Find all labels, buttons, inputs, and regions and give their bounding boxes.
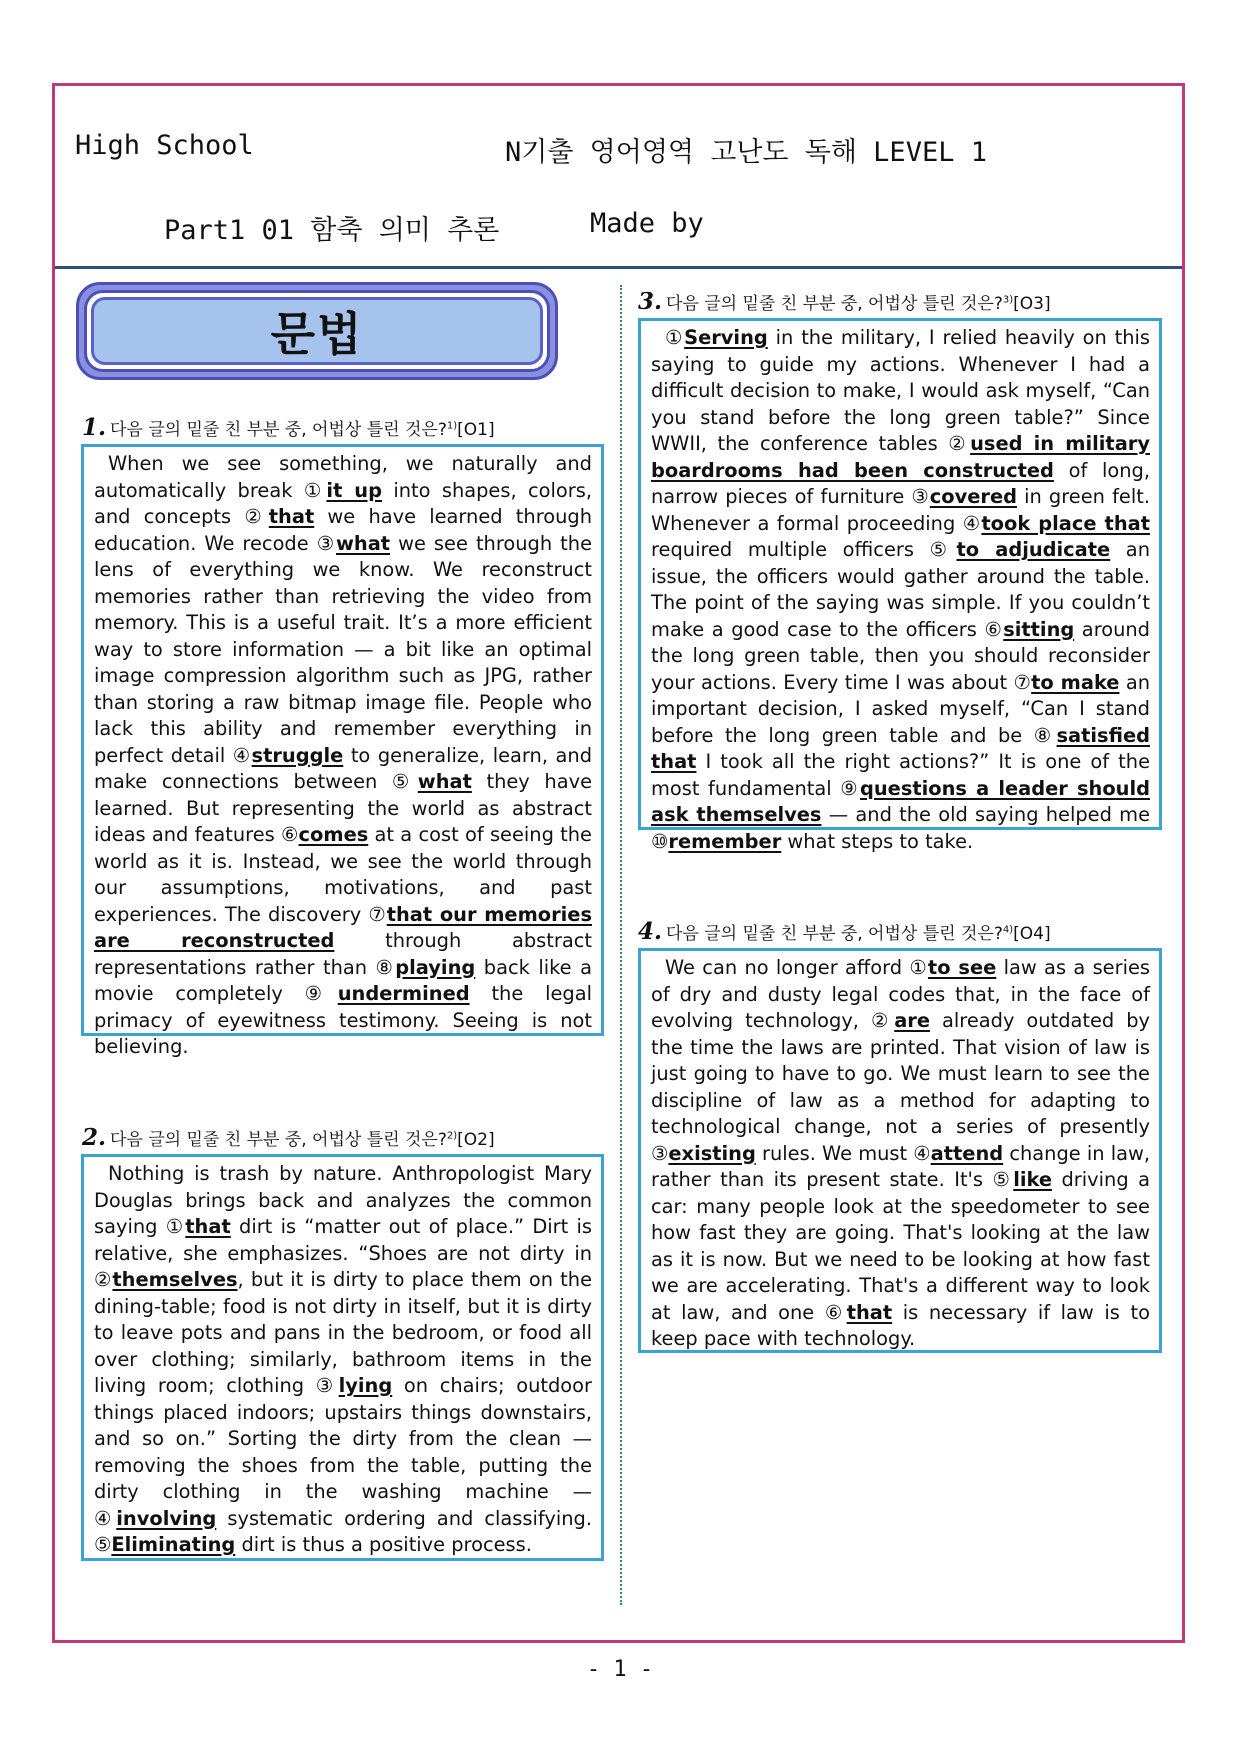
- underlined-choice: what: [417, 770, 472, 793]
- choice-marker: ④: [232, 743, 252, 767]
- passage-text: of long, narrow pieces of furniture: [651, 458, 1150, 508]
- underlined-choice: attend: [930, 1141, 1004, 1165]
- choice-marker: ⑤: [929, 538, 957, 561]
- choice-marker: ⑩: [651, 829, 669, 853]
- question-4-heading: [638, 918, 1051, 945]
- footnote-mark: 1): [446, 420, 458, 432]
- choice-marker: ⑨: [304, 982, 338, 1005]
- choice-marker: ⑤: [94, 1533, 112, 1556]
- passage-text: We can no longer afford: [665, 956, 910, 979]
- passage-text: we have learned through education. We recode: [94, 505, 592, 555]
- question-prompt: 다음 글의 밑줄 친 부분 중, 어법상 틀린 것은?: [666, 294, 1003, 314]
- passage-text: rules. We must: [755, 1141, 914, 1165]
- underlined-choice: used in military boardrooms had been constructed: [651, 432, 1150, 482]
- underlined-choice: existing: [668, 1141, 756, 1165]
- underlined-choice: sitting: [1003, 617, 1075, 641]
- question-code: [O2]: [457, 1130, 495, 1150]
- passage-text: the legal primacy of eyewitness testimony. Seeing is not believing.: [94, 982, 592, 1058]
- choice-marker: ④: [94, 1506, 117, 1530]
- choice-marker: ②: [244, 505, 269, 528]
- column-divider: [620, 285, 622, 1605]
- underlined-choice: that: [846, 1300, 893, 1324]
- passage-text: already outdated by the time the laws are printed. That vision of law is just going to have to go. We must learn to see the discipline of law as a method for adapting to technological change, not a series of presently: [651, 1009, 1151, 1138]
- exam-title: N기출 영어영역 고난도 독해 LEVEL 1: [505, 137, 987, 168]
- choice-marker: ⑥: [281, 823, 299, 846]
- passage-text: — and the old saying helped me: [821, 803, 1150, 826]
- underlined-choice: undermined: [337, 982, 470, 1005]
- school-label: High School: [75, 130, 254, 161]
- page-number: - 1 -: [586, 1657, 654, 1682]
- passage-text: dirt is thus a positive process.: [235, 1533, 532, 1556]
- underlined-choice: remember: [668, 829, 782, 853]
- made-by-label: Made by: [590, 208, 704, 239]
- question-2-passage: [81, 1154, 604, 1561]
- underlined-choice: involving: [116, 1506, 217, 1530]
- underlined-choice: are: [894, 1009, 931, 1032]
- passage-text: law as a series of dry and dusty legal codes that, in the face of evolving technology,: [651, 956, 1150, 1032]
- underlined-choice: playing: [395, 955, 476, 979]
- passage-text: on chairs; outdoor things placed indoors; upstairs things downstairs, and so on.” Sorting the dirty from the clean — removing the shoes from the table, putting the dirty clothing in the washing machine —: [94, 1374, 592, 1503]
- passage-text: in green felt. Whenever a formal proceeding: [651, 485, 1150, 535]
- passage-text: we see through the lens of everything we know. We reconstruct memories rather than retrieving the video from memory. This is a useful trait. It’s a more efficient way to store information — a bit like an optimal image compression algorithm such as JPG, rather than storing a raw bitmap image file. People who lack this ability and remember everything in perfect detail: [94, 531, 592, 767]
- underlined-choice: that: [268, 505, 315, 528]
- choice-marker: ⑧: [375, 955, 396, 979]
- choice-marker: ⑥: [824, 1300, 847, 1324]
- question-number: 1.: [82, 414, 107, 441]
- passage-text: what steps to take.: [781, 829, 974, 853]
- underlined-choice: comes: [298, 823, 369, 846]
- choice-marker: ③: [911, 485, 930, 508]
- choice-marker: ⑤: [992, 1168, 1014, 1191]
- choice-marker: ③: [651, 1141, 669, 1165]
- underlined-choice: themselves: [112, 1268, 238, 1291]
- underlined-choice: satisfied that: [651, 723, 1150, 773]
- choice-marker: ①: [165, 1215, 186, 1238]
- underlined-choice: questions a leader should ask themselves: [651, 776, 1150, 826]
- question-1-passage: [81, 444, 604, 1058]
- question-number: 3.: [638, 288, 663, 315]
- underlined-choice: struggle: [251, 743, 344, 767]
- choice-marker: ⑧: [1033, 723, 1057, 747]
- header-divider: [55, 266, 1182, 269]
- question-prompt: 다음 글의 밑줄 친 부분 중, 어법상 틀린 것은?: [110, 420, 447, 440]
- question-code: [O3]: [1013, 294, 1051, 314]
- passage-text: an important decision, I asked myself, “Can I stand before the long green table and be: [651, 670, 1151, 747]
- passage-text: change in law, rather than its present state. It's: [651, 1141, 1150, 1191]
- question-prompt: 다음 글의 밑줄 친 부분 중, 어법상 틀린 것은?: [666, 924, 1003, 944]
- choice-marker: ③: [315, 1374, 339, 1397]
- passage-text: an issue, the officers would gather around the table. The point of the saying was simple. If you couldn’t make a good case to the officers: [651, 538, 1150, 641]
- passage-text: Nothing is trash by nature. Anthropologist Mary Douglas brings back and analyzes the common saying: [94, 1162, 592, 1238]
- passage-text: they have learned. But representing the world as abstract ideas and features: [94, 770, 592, 846]
- choice-marker: ③: [316, 531, 336, 555]
- underlined-choice: it up: [326, 478, 382, 502]
- question-1-heading: [82, 414, 495, 441]
- question-3-heading: [638, 288, 1051, 315]
- passage-text: in the military, I relied heavily on this saying to guide my actions. Whenever I had a difficult decision to make, I would ask myself, “Can you stand before the long green table?” Since WWII, the conference tables: [651, 326, 1150, 455]
- underlined-choice: to make: [1031, 670, 1120, 694]
- passage-text: through abstract representations rather than: [94, 929, 592, 979]
- section-title: 문법: [91, 297, 543, 365]
- underlined-choice: what: [335, 531, 391, 555]
- underlined-choice: like: [1013, 1168, 1053, 1191]
- part-label: Part1 01 함축 의미 추론: [164, 215, 500, 246]
- underlined-choice: that: [185, 1215, 231, 1238]
- underlined-choice: to adjudicate: [956, 538, 1111, 561]
- passage-text: , but it is dirty to place them on the dining-table; food is not dirty in itself, but it is dirty to leave pots and pans in the bedroom, or food all over clothing; similarly, bathroom items in the living room; clothing: [94, 1268, 593, 1397]
- underlined-choice: to see: [927, 956, 997, 979]
- question-3-passage: [638, 318, 1162, 853]
- question-2-heading: [82, 1124, 495, 1151]
- footnote-mark: 4): [1002, 924, 1014, 936]
- question-prompt: 다음 글의 밑줄 친 부분 중, 어법상 틀린 것은?: [110, 1130, 447, 1150]
- choice-marker: ①: [909, 956, 928, 979]
- footnote-mark: 2): [446, 1130, 458, 1142]
- question-number: 4.: [638, 918, 663, 945]
- choice-marker: ④: [962, 511, 982, 535]
- passage-text: at a cost of seeing the world as it is. Instead, we see the world through our assumptions, motivations, and past experiences. The discovery: [94, 823, 592, 926]
- underlined-choice: Serving: [684, 326, 768, 349]
- choice-marker: ②: [94, 1268, 113, 1291]
- passage-text: driving a car: many people look at the speedometer to see how fast they are going. That's looking at the law as it is now. But we need to be looking at how fast we are accelerating. That's a different way to look at law, and one: [651, 1168, 1150, 1324]
- choice-marker: ⑥: [984, 617, 1004, 641]
- underlined-choice: took place that: [981, 511, 1150, 535]
- underlined-choice: Eliminating: [111, 1533, 236, 1556]
- question-code: [O1]: [457, 420, 495, 440]
- underlined-choice: lying: [338, 1374, 393, 1397]
- question-code: [O4]: [1013, 924, 1051, 944]
- passage-text: around the long green table, then you should reconsider your actions. Every time I was about: [651, 617, 1150, 694]
- underlined-choice: that our memories are reconstructed: [94, 902, 593, 952]
- passage-text: back like a movie completely: [94, 955, 592, 1005]
- question-number: 2.: [82, 1124, 107, 1151]
- question-4-passage: [638, 948, 1162, 1353]
- passage-text: systematic ordering and classifying.: [216, 1506, 592, 1530]
- passage-text: required multiple officers: [651, 538, 930, 561]
- choice-marker: ②: [870, 1009, 895, 1032]
- passage-text: When we see something, we naturally and automatically break: [94, 452, 592, 502]
- footnote-mark: 3): [1002, 294, 1014, 306]
- choice-marker: ⑦: [1013, 670, 1032, 694]
- choice-marker: ⑤: [391, 770, 418, 793]
- passage-text: dirt is “matter out of place.” Dirt is relative, she emphasizes. “Shoes are not dirty in: [94, 1215, 593, 1265]
- passage-text: into shapes, colors, and concepts: [94, 478, 593, 528]
- choice-marker: ②: [948, 432, 971, 455]
- choice-marker: ⑦: [368, 902, 387, 926]
- underlined-choice: covered: [929, 485, 1017, 508]
- passage-text: to generalize, learn, and make connections between: [94, 743, 592, 793]
- choice-marker: ①: [303, 478, 327, 502]
- passage-text: is necessary if law is to keep pace with technology.: [651, 1300, 1150, 1350]
- section-title-badge: [76, 282, 558, 380]
- choice-marker: ⑨: [840, 776, 860, 800]
- passage-text: I took all the right actions?” It is one of the most fundamental: [651, 750, 1150, 800]
- choice-marker: ④: [913, 1141, 931, 1165]
- choice-marker: ①: [665, 326, 685, 349]
